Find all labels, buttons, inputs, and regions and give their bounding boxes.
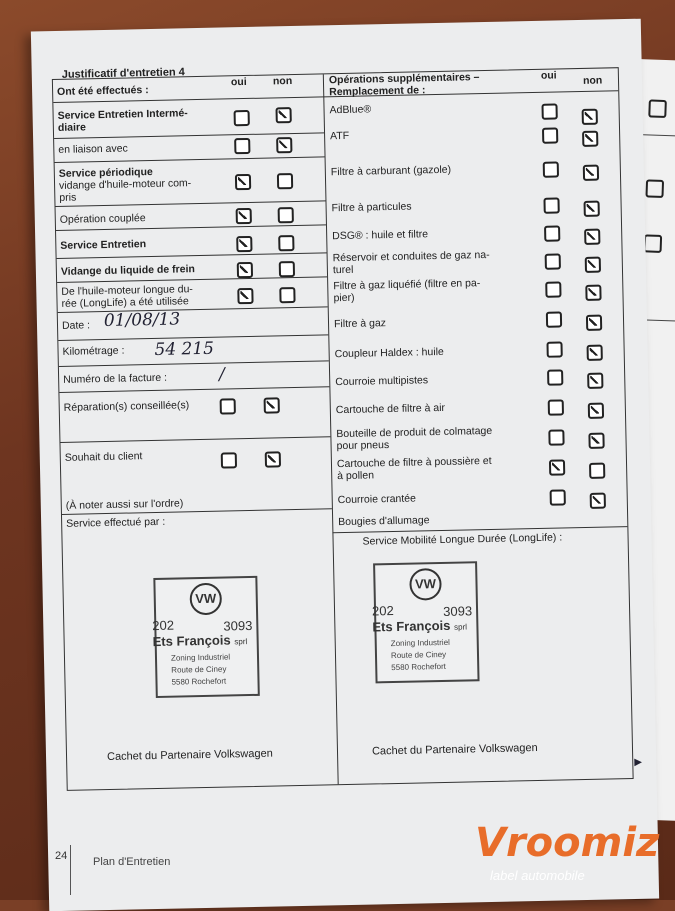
liaison-oui-checkbox[interactable] (234, 138, 250, 154)
row-rule (57, 276, 327, 283)
multi-belt-oui-checkbox[interactable] (547, 369, 563, 385)
intermediate-oui-checkbox[interactable] (234, 110, 250, 126)
longlife-non-checkbox[interactable] (279, 287, 295, 303)
row-intermediate-service-2: diaire (57, 121, 87, 134)
dsg-non-checkbox[interactable] (584, 229, 600, 245)
stamp-code-left: 202 (371, 603, 394, 619)
atf-non-checkbox[interactable] (582, 131, 598, 147)
timing-belt-non-checkbox[interactable] (590, 493, 606, 509)
atf-oui-checkbox[interactable] (542, 127, 558, 143)
page-number: 24 (55, 850, 68, 862)
cachet-label-left: Cachet du Partenaire Volkswagen (106, 747, 273, 764)
footer-section: Plan d'Entretien (93, 856, 171, 868)
maintenance-page (31, 19, 659, 911)
stamp-name: Ets François sprl (372, 617, 468, 635)
liaison-non-checkbox[interactable] (276, 137, 292, 153)
row-periodic-service: Service périodique (58, 165, 153, 180)
brake-non-checkbox[interactable] (279, 261, 295, 277)
longlife-service-label: Service Mobilité Longue Durée (LongLife) : (362, 531, 563, 548)
haldex-non-checkbox[interactable] (587, 345, 603, 361)
right-header-title-2: Remplacement de : (329, 84, 426, 99)
dealer-stamp-right (373, 561, 479, 683)
row-liaison: en liaison avec (58, 142, 128, 156)
haldex-label: Coupleur Haldex : huile (334, 345, 444, 361)
coupled-non-checkbox[interactable] (278, 207, 294, 223)
row-brake-fluid: Vidange du liquide de frein (60, 263, 195, 278)
vw-logo-icon: VW (189, 583, 222, 616)
lpg-filter-label: Filtre à gaz liquéfié (filtre en pa- (333, 277, 481, 293)
pollen-filter-label: Cartouche de filtre à poussière et (336, 454, 492, 471)
row-periodic-service-3: pris (59, 191, 77, 204)
row-entretien: Service Entretien (60, 238, 147, 252)
footer-divider (70, 845, 71, 895)
adblue-label: AdBlue® (329, 103, 372, 117)
row-coupled: Opération couplée (59, 212, 146, 226)
watermark-brand: Vroomiz (475, 820, 660, 866)
particle-filter-non-checkbox[interactable] (584, 201, 600, 217)
brake-oui-checkbox[interactable] (237, 262, 253, 278)
row-longlife-oil-2: rée (LongLife) a été utilisée (61, 295, 189, 310)
pollen-filter-oui-checkbox[interactable] (549, 459, 565, 475)
row-rule (57, 252, 327, 259)
wish-oui-checkbox[interactable] (221, 452, 237, 468)
atf-label: ATF (329, 129, 350, 143)
periodic-oui-checkbox[interactable] (235, 174, 251, 190)
row-rule (55, 156, 325, 163)
stamp-address-3: 5580 Rochefort (171, 676, 227, 687)
natural-gas-oui-checkbox[interactable] (545, 253, 561, 269)
stamp-address-2: Route de Ciney (171, 664, 227, 675)
timing-belt-oui-checkbox[interactable] (550, 489, 566, 505)
row-rule (56, 224, 326, 231)
lpg-filter-label-2: pier) (333, 291, 355, 305)
row-rule (56, 200, 326, 207)
periodic-non-checkbox[interactable] (277, 173, 293, 189)
date-label: Date : (61, 319, 91, 332)
spark-plugs-label: Bougies d'allumage (338, 514, 430, 529)
row-periodic-service-2: vidange d'huile-moteur com- (58, 177, 192, 192)
particle-filter-label: Filtre à particules (331, 200, 412, 215)
facing-checkbox (644, 234, 663, 253)
note-label: (À noter aussi sur l'ordre) (65, 497, 184, 512)
km-value[interactable]: 54 215 (154, 338, 215, 360)
row-rule (60, 436, 330, 443)
right-header-non: non (582, 74, 603, 87)
facing-checkbox (645, 179, 664, 198)
air-filter-oui-checkbox[interactable] (548, 399, 564, 415)
maintenance-form (52, 67, 634, 791)
longlife-oui-checkbox[interactable] (237, 288, 253, 304)
service-by-label: Service effectué par : (66, 515, 166, 530)
fuel-filter-non-checkbox[interactable] (583, 165, 599, 181)
stamp-code-right: 3093 (443, 603, 473, 619)
stamp-code-left: 202 (152, 617, 175, 634)
lpg-filter-oui-checkbox[interactable] (545, 281, 561, 297)
dsg-oui-checkbox[interactable] (544, 225, 560, 241)
air-filter-non-checkbox[interactable] (588, 403, 604, 419)
entretien-non-checkbox[interactable] (278, 235, 294, 251)
repairs-oui-checkbox[interactable] (220, 398, 236, 414)
air-filter-label: Cartouche de filtre à air (335, 401, 446, 417)
vw-logo-icon: VW (409, 568, 442, 601)
gas-filter-non-checkbox[interactable] (586, 315, 602, 331)
dsg-label: DSG® : huile et filtre (332, 228, 429, 243)
watermark-tagline: label automobile (490, 868, 585, 883)
wish-label: Souhait du client (64, 450, 143, 464)
coupled-oui-checkbox[interactable] (236, 208, 252, 224)
stamp-address-1: Zoning Industriel (170, 652, 231, 663)
row-rule (59, 360, 329, 367)
repairs-non-checkbox[interactable] (264, 397, 280, 413)
next-page-arrow-icon: ▶ (634, 756, 643, 769)
wish-non-checkbox[interactable] (265, 451, 281, 467)
natural-gas-label-2: turel (332, 263, 354, 277)
repairs-label: Réparation(s) conseillée(s) (63, 399, 190, 414)
left-header-non: non (272, 75, 293, 88)
stamp-name: Ets François sprl (152, 632, 248, 650)
tyre-sealant-label-2: pour pneus (336, 439, 390, 453)
left-header-title: Ont été effectués : (56, 84, 149, 98)
invoice-label: Numéro de la facture : (63, 371, 168, 386)
adblue-non-checkbox[interactable] (582, 109, 598, 125)
tyre-sealant-non-checkbox[interactable] (588, 433, 604, 449)
stamp-address-2: Route de Ciney (390, 649, 447, 661)
fuel-filter-oui-checkbox[interactable] (543, 161, 559, 177)
stamp-address-1: Zoning Industriel (390, 637, 450, 649)
left-header-oui: oui (230, 75, 247, 89)
natural-gas-non-checkbox[interactable] (585, 257, 601, 273)
page-title: Justificatif d'entretien 4 (61, 66, 185, 81)
stamp-address-3: 5580 Rochefort (391, 661, 447, 673)
pollen-filter-label-2: à pollen (337, 469, 375, 483)
gas-filter-label: Filtre à gaz (333, 317, 387, 331)
row-intermediate-service: Service Entretien Intermé- (57, 107, 188, 122)
tyre-sealant-label: Bouteille de produit de colmatage (336, 424, 493, 441)
dealer-stamp-left (153, 576, 259, 698)
haldex-oui-checkbox[interactable] (546, 341, 562, 357)
tyre-sealant-oui-checkbox[interactable] (548, 429, 564, 445)
intermediate-non-checkbox[interactable] (275, 107, 291, 123)
cachet-label-right: Cachet du Partenaire Volkswagen (371, 742, 538, 758)
fuel-filter-label: Filtre à carburant (gazole) (330, 163, 452, 179)
row-longlife-oil: De l'huile-moteur longue du- (61, 283, 193, 298)
pollen-filter-non-checkbox[interactable] (589, 463, 605, 479)
stamp-code-right: 3093 (223, 617, 253, 634)
particle-filter-oui-checkbox[interactable] (543, 197, 559, 213)
multi-belt-non-checkbox[interactable] (587, 373, 603, 389)
timing-belt-label: Courroie crantée (337, 492, 417, 507)
invoice-value[interactable]: / (218, 364, 226, 385)
natural-gas-label: Réservoir et conduites de gaz na- (332, 248, 490, 265)
right-header-oui: oui (540, 69, 557, 82)
facing-checkbox (648, 99, 667, 118)
km-label: Kilométrage : (62, 344, 125, 358)
adblue-oui-checkbox[interactable] (541, 103, 557, 119)
date-value[interactable]: 01/08/13 (103, 309, 181, 332)
right-header-title-1: Opérations supplémentaires – (328, 71, 480, 87)
row-rule (59, 386, 329, 393)
entretien-oui-checkbox[interactable] (236, 236, 252, 252)
gas-filter-oui-checkbox[interactable] (546, 311, 562, 327)
multi-belt-label: Courroie multipistes (335, 374, 429, 389)
lpg-filter-non-checkbox[interactable] (585, 285, 601, 301)
